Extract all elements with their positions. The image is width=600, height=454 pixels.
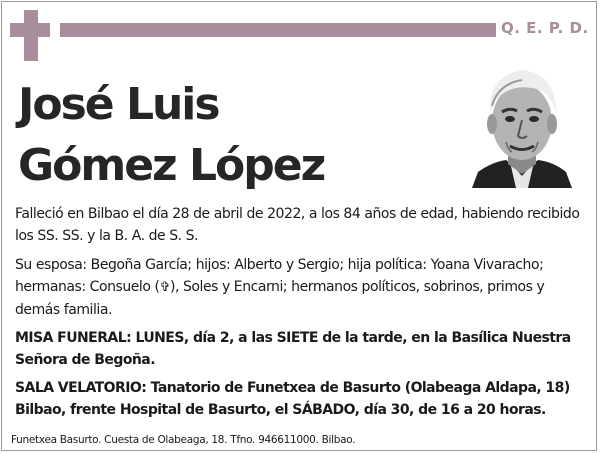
deceased-photo [470,60,574,188]
cross-icon-bar [10,23,50,37]
deceased-first-name: José Luis [18,79,219,130]
header-bar [60,23,496,37]
family-paragraph [15,254,587,321]
family-text-end: ), Soles y Encarni; hermanos políticos, sobrinos, primos y demás familia. [15,279,545,318]
qepd-label: Q. E. P. D. [501,19,589,37]
funeral-mass-paragraph: MISA FUNERAL: LUNES, día 2, a las SIETE de la tarde, en la Basílica Nuestra Señora de Begoña. [15,330,571,368]
deceased-cross-icon: ✞ [159,280,170,295]
family-text-start: Su esposa: Begoña García; hijos: Alberto y Sergio; hija política: Yoana Vivaracho; hermanas: Consuelo ( [15,257,544,295]
death-notice-paragraph: Falleció en Bilbao el día 28 de abril de 2022, a los 84 años de edad, habiendo recibido los SS. SS. y la B. A. de S. S. [15,206,580,244]
deceased-last-name: Gómez López [18,140,325,191]
funeral-home-footer: Funetxea Basurto. Cuesta de Olabeaga, 18. Tfno. 946611000. Bilbao. [11,434,356,446]
wake-room-paragraph: SALA VELATORIO: Tanatorio de Funetxea de Basurto (Olabeaga Aldapa, 18) Bilbao, frente Hospital de Basurto, el SÁBADO, día 30, de 16 a 20 horas. [15,380,570,418]
